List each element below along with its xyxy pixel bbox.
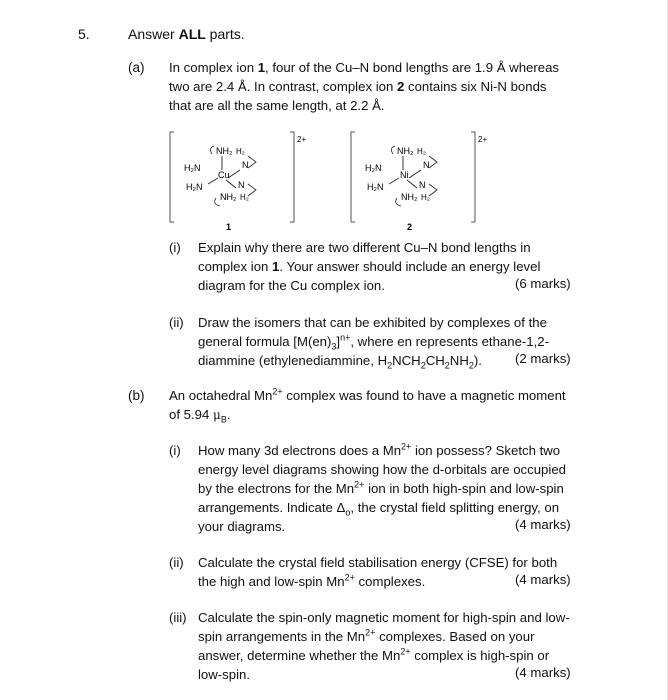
complex-2-n-right-bottom: N bbox=[419, 180, 426, 190]
part-a-i-text: Explain why there are two different Cu–N bond lengths in complex ion 1. Your answer should include an energy level diagram for the Cu complex ion. bbox=[198, 240, 541, 293]
part-b-iii-label: (iii) bbox=[169, 610, 187, 625]
question-title: Answer ALL parts. bbox=[128, 26, 245, 42]
complex-1-nh2-bottom: NH₂ bbox=[220, 192, 237, 202]
part-a-i-marks: (6 marks) bbox=[515, 276, 571, 291]
complex-2-label: 2 bbox=[407, 222, 413, 232]
part-a-line-3: that are all the same length, at 2.2 Å. bbox=[169, 98, 385, 113]
part-a-ii-text: Draw the isomers that can be exhibited by complexes of the general formula $[M(en)_3]^{n+}$, where en represents ethane-1,2- diammine (ethylenediammine, $H_2NCH_2CH_2NH_2$). bbox=[198, 315, 550, 371]
part-a-i-label: (i) bbox=[169, 240, 181, 255]
part-b-i-marks: (4 marks) bbox=[515, 517, 571, 532]
complex-2-h2-bottom: H₂ bbox=[421, 193, 430, 202]
complex-2-nh2-bottom: NH₂ bbox=[401, 192, 418, 202]
complex-2-h2n-left-bottom: H₂N bbox=[367, 182, 384, 192]
part-b-i-label: (i) bbox=[169, 443, 181, 458]
question-number: 5. bbox=[78, 26, 90, 42]
complex-2-charge: 2+ bbox=[478, 135, 488, 144]
part-a-ii-marks: (2 marks) bbox=[515, 351, 571, 366]
part-b-iii-marks: (4 marks) bbox=[515, 665, 571, 680]
part-a-label: (a) bbox=[128, 60, 145, 75]
complex-2-h2n-left-top: H₂N bbox=[365, 163, 382, 173]
part-b-ii-marks: (4 marks) bbox=[515, 572, 571, 587]
complex-1-nh2-top: NH₂ bbox=[216, 146, 233, 156]
part-b-iii-text: Calculate the spin-only magnetic moment for high-spin and low- spin arrangements in the $Mn^{2+}$ complexes. Based on your answer, determine whether the $Mn^{2+}$ complex is high-spin or low-spin. bbox=[198, 610, 570, 682]
part-a-line-1: In complex ion 1, four of the Cu–N bond lengths are 1.9 Å whereas bbox=[169, 60, 560, 75]
part-b-ii-text: Calculate the crystal field stabilisation energy (CFSE) for both the high and low-spin $Mn^{2+}$ complexes. bbox=[198, 555, 558, 589]
part-a-line-2: two are 2.4 Å. In contrast, complex ion 2 contains six Ni-N bonds bbox=[169, 79, 547, 94]
complex-2-h2-top: H₂ bbox=[417, 147, 426, 156]
complex-1-h2n-left-bottom: H₂N bbox=[186, 182, 203, 192]
complex-2-metal: Ni bbox=[400, 170, 409, 180]
complex-1-h2-bottom: H₂ bbox=[240, 193, 249, 202]
complex-1-h2-top: H₂ bbox=[236, 147, 245, 156]
part-a-ii-label: (ii) bbox=[169, 315, 184, 330]
part-b-intro: An octahedral $Mn^{2+}$ complex was found to have a magnetic moment of 5.94 $\mu_B$. bbox=[169, 386, 566, 425]
complex-1-n-right-top: N bbox=[242, 160, 249, 170]
part-a-intro bbox=[169, 58, 609, 115]
complex-1-label: 1 bbox=[226, 222, 232, 232]
part-b-i-text: How many 3d electrons does a $Mn^{2+}$ ion possess? Sketch two energy level diagrams showing how the d-orbitals are occupied by the electrons for the $Mn^{2+}$ ion in both high-spin and low-spin arrangements. Indicate $\Delta_o$, the crystal field splitting energy, on your diagrams. bbox=[198, 441, 566, 534]
complex-2-structure bbox=[345, 126, 505, 234]
part-b-label: (b) bbox=[128, 388, 145, 403]
complex-1-n-right-bottom: N bbox=[238, 180, 245, 190]
complex-2-n-right-top: N bbox=[423, 160, 430, 170]
complex-1-structure bbox=[164, 126, 324, 234]
part-b-ii-label: (ii) bbox=[169, 555, 184, 570]
complex-1-charge: 2+ bbox=[297, 135, 307, 144]
complex-1-h2n-left-top: H₂N bbox=[184, 163, 201, 173]
complex-2-nh2-top: NH₂ bbox=[397, 146, 414, 156]
complex-1-metal: Cu bbox=[218, 170, 230, 180]
